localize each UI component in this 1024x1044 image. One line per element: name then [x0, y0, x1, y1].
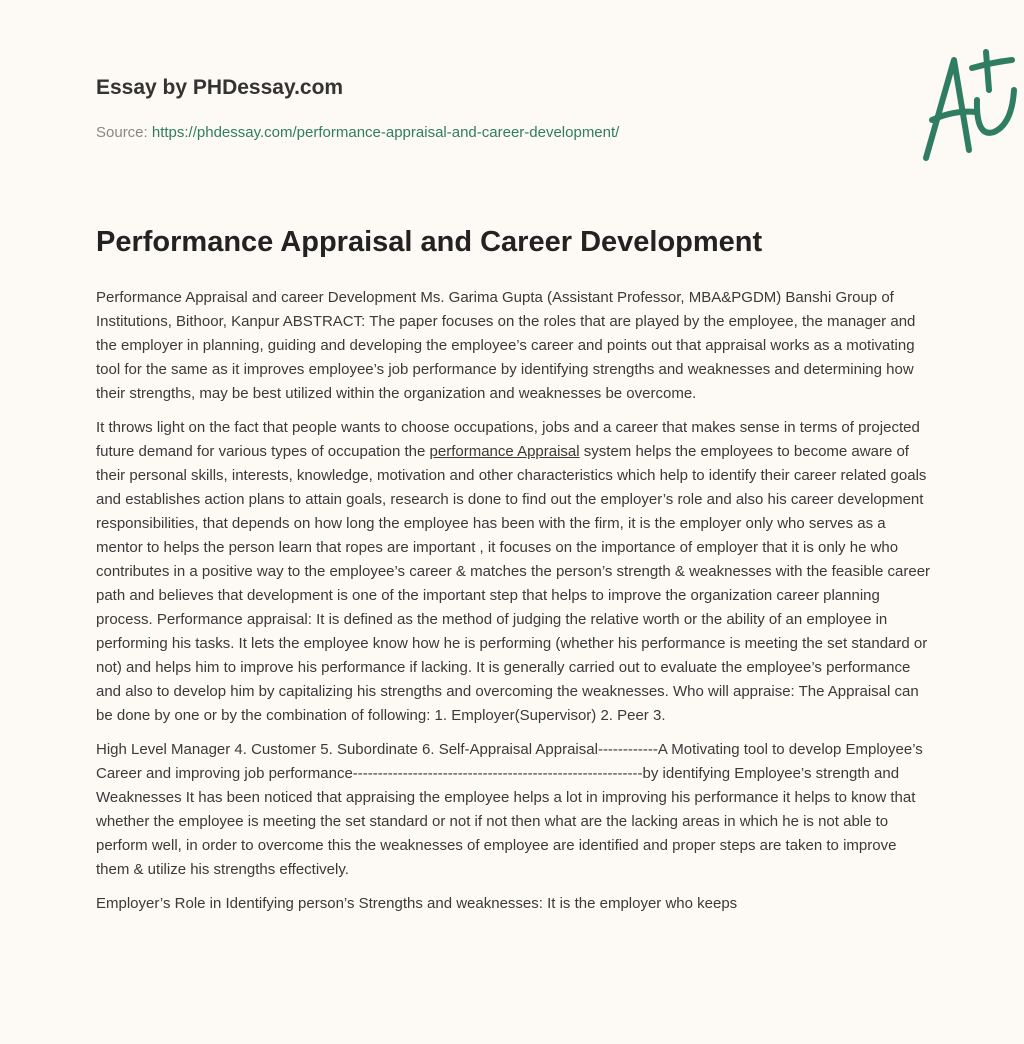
paragraph-text: system helps the employees to become aware of their personal skills, interests, knowledge, motivation and other characteristics which help to identify their career related goals and establishes action plans to attain goals, research is done to find out the employer’s role and also his career development responsibilities, that depends on how long the employee has been with the firm, it is the employer only who serves as a mentor to helps the person learn that ropes are important , it focuses on the importance of employer that it is only he who contributes in a positive way to the employee’s career & matches the person’s strength & weaknesses with the feasible career path and believes that development is one of the important step that helps to improve the organization career planning process. Performance appraisal: It is defined as the method of judging the relative worth or the ability of an employee in performing his tasks. It lets the employee know how he is performing (whether his performance is meeting the set standard or not) and helps him to improve his performance if lacking. It is generally carried out to evaluate the employee’s performance and also to develop him by capitalizing his strengths and overcoming the weaknesses. Who will appraise: The Appraisal can be done by one or by the combination of following: 1. Employer(Supervisor) 2. Peer 3.	[96, 443, 931, 724]
paragraph: Performance Appraisal and career Development Ms. Garima Gupta (Assistant Professor, MBA&PGDM) Banshi Group of Institutions, Bithoor, Kanpur ABSTRACT: The paper focuses on the roles that are played by the employee, the manager and the employer in planning, guiding and developing the employee’s career and points out that appraisal works as a motivating tool for the same as it improves employee’s job performance by identifying strengths and weaknesses and determining how their strengths, may be best utilized within the organization and weaknesses be overcome.	[96, 289, 916, 402]
site-title: Essay by PHDessay.com	[96, 76, 344, 99]
source-link[interactable]: https://phdessay.com/performance-appraisal-and-career-development/	[151, 124, 620, 141]
paragraph: High Level Manager 4. Customer 5. Subordinate 6. Self-Appraisal Appraisal------------A Motivating tool to develop Employee’s Career and improving job performance----------------------------------------------------------by identifying Employee’s strength and Weaknesses It has been noticed that appraising the employee helps a lot in improving his performance it helps to know that whether the employee is meeting the set standard or not if not then what are the lacking areas in which he is not able to perform well, in order to overcome this the weaknesses of employee are identified and proper steps are taken to improve them & utilize his strengths effectively.	[96, 741, 923, 878]
source-label: Source:	[96, 124, 148, 141]
paragraph	[96, 416, 932, 728]
performance-appraisal-link[interactable]: performance Appraisal	[429, 443, 580, 460]
paragraph-text: It throws light on the fact that people wants to choose occupations, jobs and a career that makes sense in terms of projected future demand for various types of occupation the	[96, 419, 920, 460]
essay-body	[96, 286, 932, 926]
essay-title: Performance Appraisal and Career Development	[96, 226, 763, 258]
source-line	[96, 124, 619, 141]
a-plus-logo-icon	[914, 40, 1024, 165]
paragraph: Employer’s Role in Identifying person’s Strengths and weaknesses: It is the employer who keeps	[96, 895, 738, 912]
